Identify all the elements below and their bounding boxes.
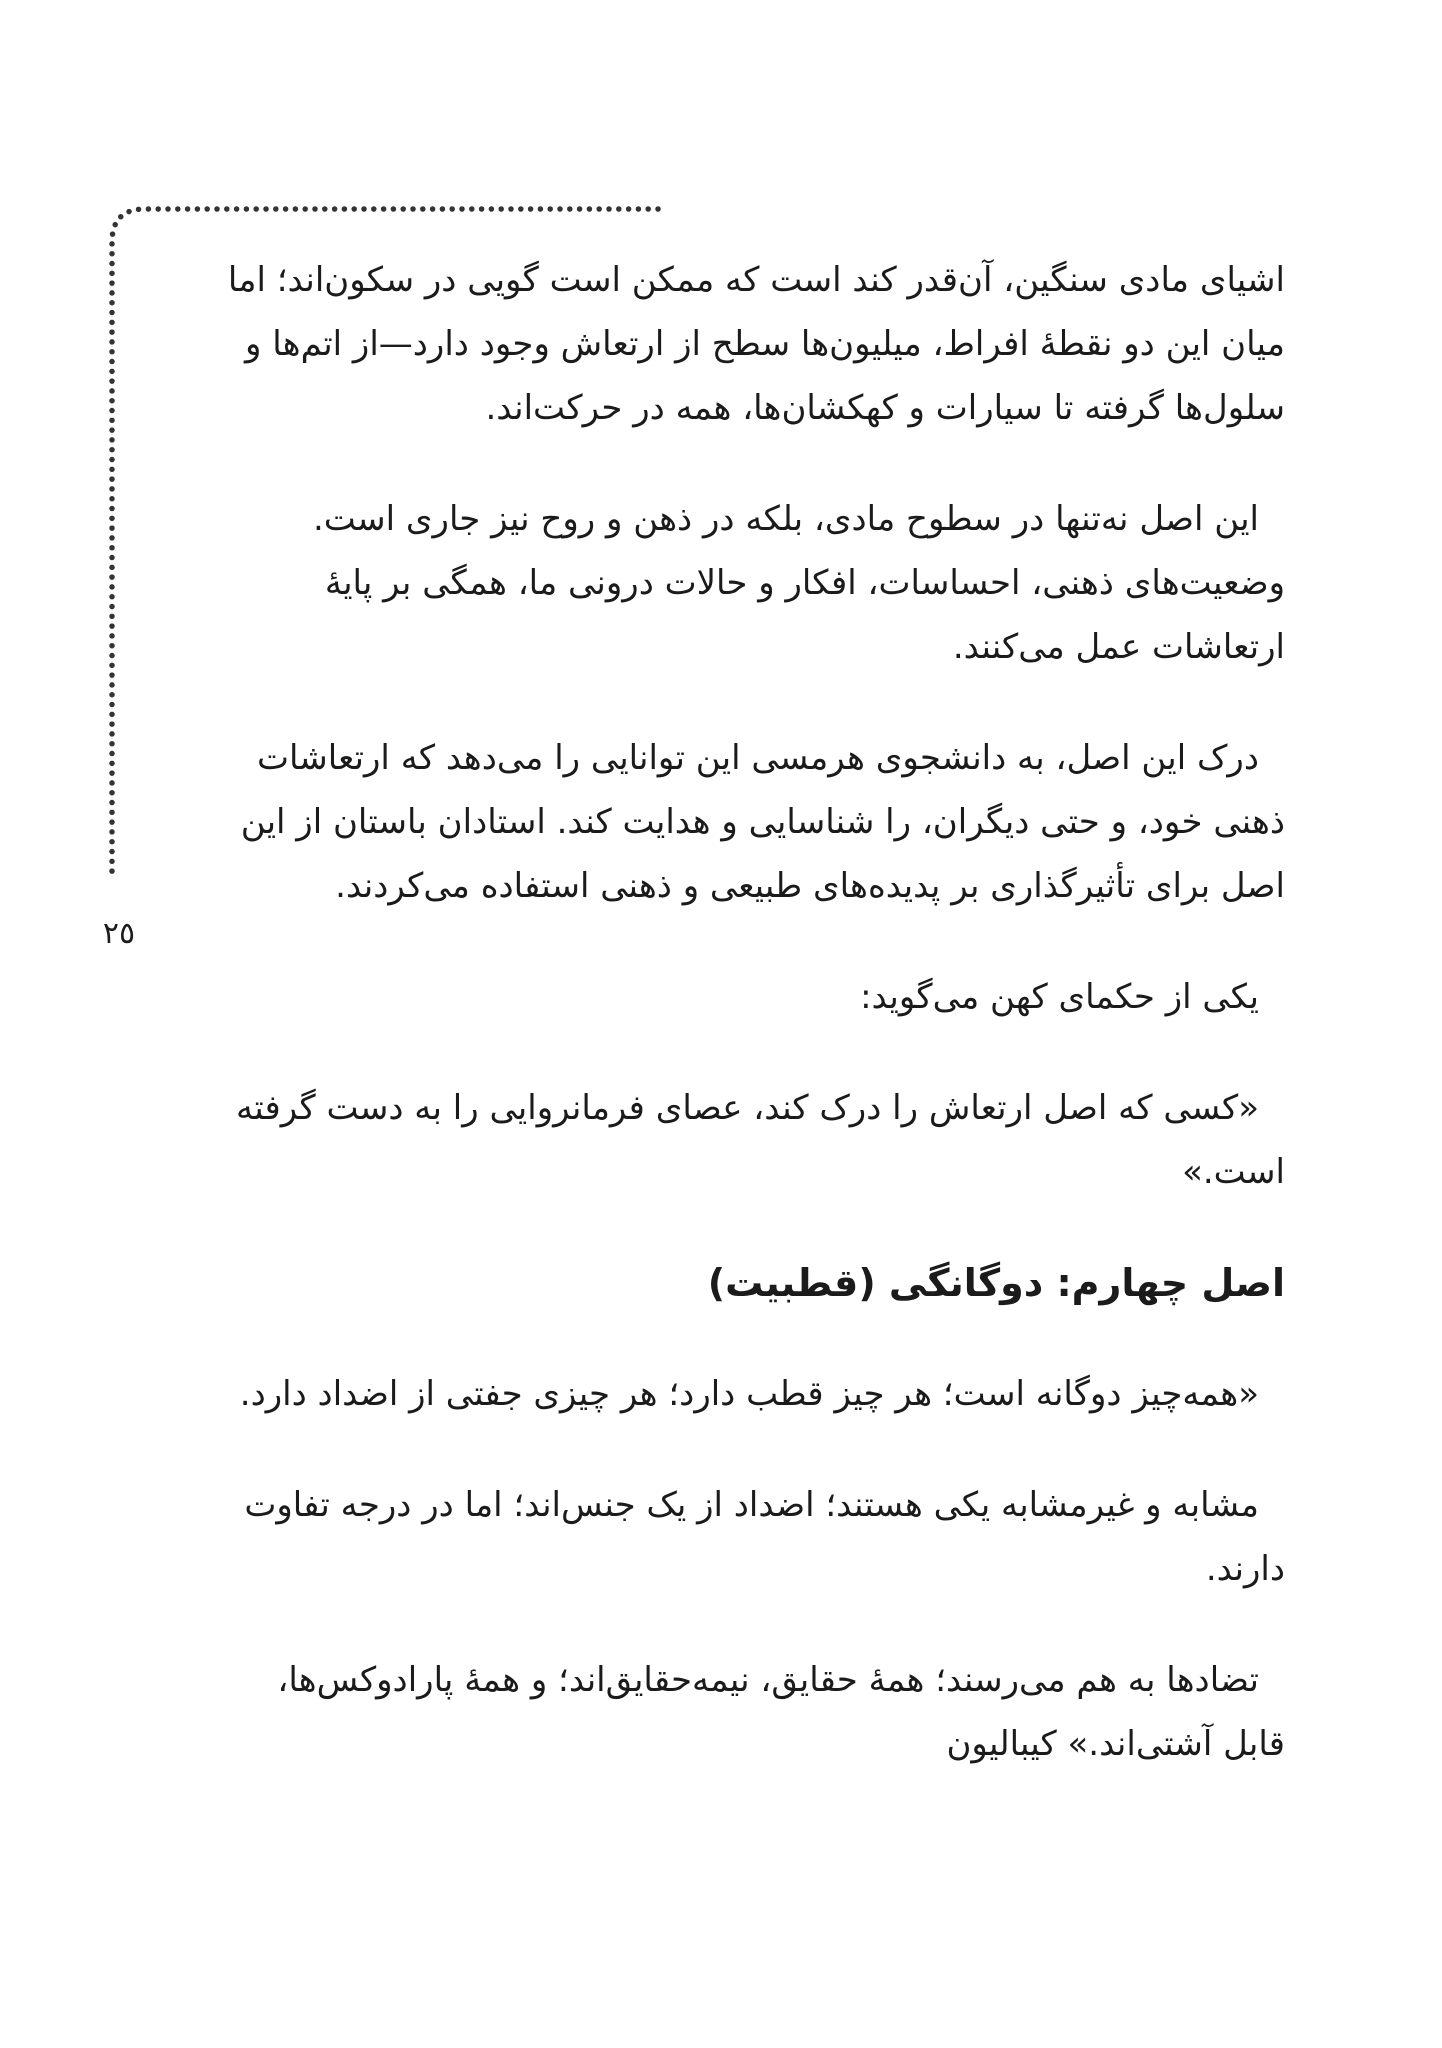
text-line: سلول‌ها گرفته تا سیارات و کهکشان‌ها، همه در حرکت‌اند.: [485, 388, 1285, 428]
text-line: تضادها به هم می‌رسند؛ همهٔ حقایق، نیمه‌حقایق‌اند؛ و همهٔ پارادوکس‌ها،: [277, 1660, 1259, 1700]
text-line: وضعیت‌های ذهنی، احساسات، افکار و حالات درونی ما، همگی بر پایهٔ: [324, 563, 1285, 603]
text-line: اشیای مادی سنگین، آن‌قدر کند است که ممکن است گویی در سکون‌اند؛ اما: [227, 260, 1285, 300]
text-line: یکی از حکمای کهن می‌گوید:: [860, 977, 1259, 1017]
text-line: است.»: [1182, 1152, 1285, 1192]
text-line: ارتعاشات عمل می‌کنند.: [952, 627, 1285, 667]
text-line: «همه‌چیز دوگانه است؛ هر چیز قطب دارد؛ هر چیزی جفتی از اضداد دارد.: [239, 1374, 1259, 1414]
paragraph-mind-and-spirit: [140, 487, 1285, 679]
text-line: میان این دو نقطهٔ افراط، میلیون‌ها سطح از ارتعاش وجود دارد—از اتم‌ها و: [245, 324, 1285, 364]
paragraph-hermetic-student: [140, 726, 1285, 918]
text-column: [140, 248, 1285, 1823]
paragraph-paradoxes-kybalion: [140, 1648, 1285, 1776]
text-line: ذهنی خود، و حتی دیگران، را شناسایی و هدایت کند. استادان باستان از این: [240, 802, 1285, 842]
section-heading: اصل چهارم: دوگانگی (قطبیت): [707, 1261, 1285, 1305]
text-line: این اصل نه‌تنها در سطوح مادی، بلکه در ذهن و روح نیز جاری است.: [312, 499, 1259, 539]
page-number: ٢٥: [102, 916, 136, 951]
text-line: درک این اصل، به دانشجوی هرمسی این توانایی را می‌دهد که ارتعاشات: [256, 738, 1259, 778]
paragraph-opposites-same: [140, 1473, 1285, 1601]
text-line: «کسی که اصل ارتعاش را درک کند، عصای فرمانروایی را به دست گرفته: [235, 1088, 1259, 1128]
text-line: مشابه و غیرمشابه یکی هستند؛ اضداد از یک جنس‌اند؛ اما در درجه تفاوت: [244, 1485, 1259, 1525]
text-line: اصل برای تأثیرگذاری بر پدیده‌های طبیعی و ذهنی استفاده می‌کردند.: [335, 866, 1285, 906]
paragraph-quote-lead-in: [140, 965, 1285, 1029]
paragraph-sage-quote: [140, 1076, 1285, 1204]
paragraph-polarity-quote: [140, 1362, 1285, 1426]
paragraph-vibration-levels: [140, 248, 1285, 440]
text-line: دارند.: [1205, 1549, 1285, 1589]
text-line: قابل آشتی‌اند.» کیبالیون: [946, 1724, 1285, 1764]
